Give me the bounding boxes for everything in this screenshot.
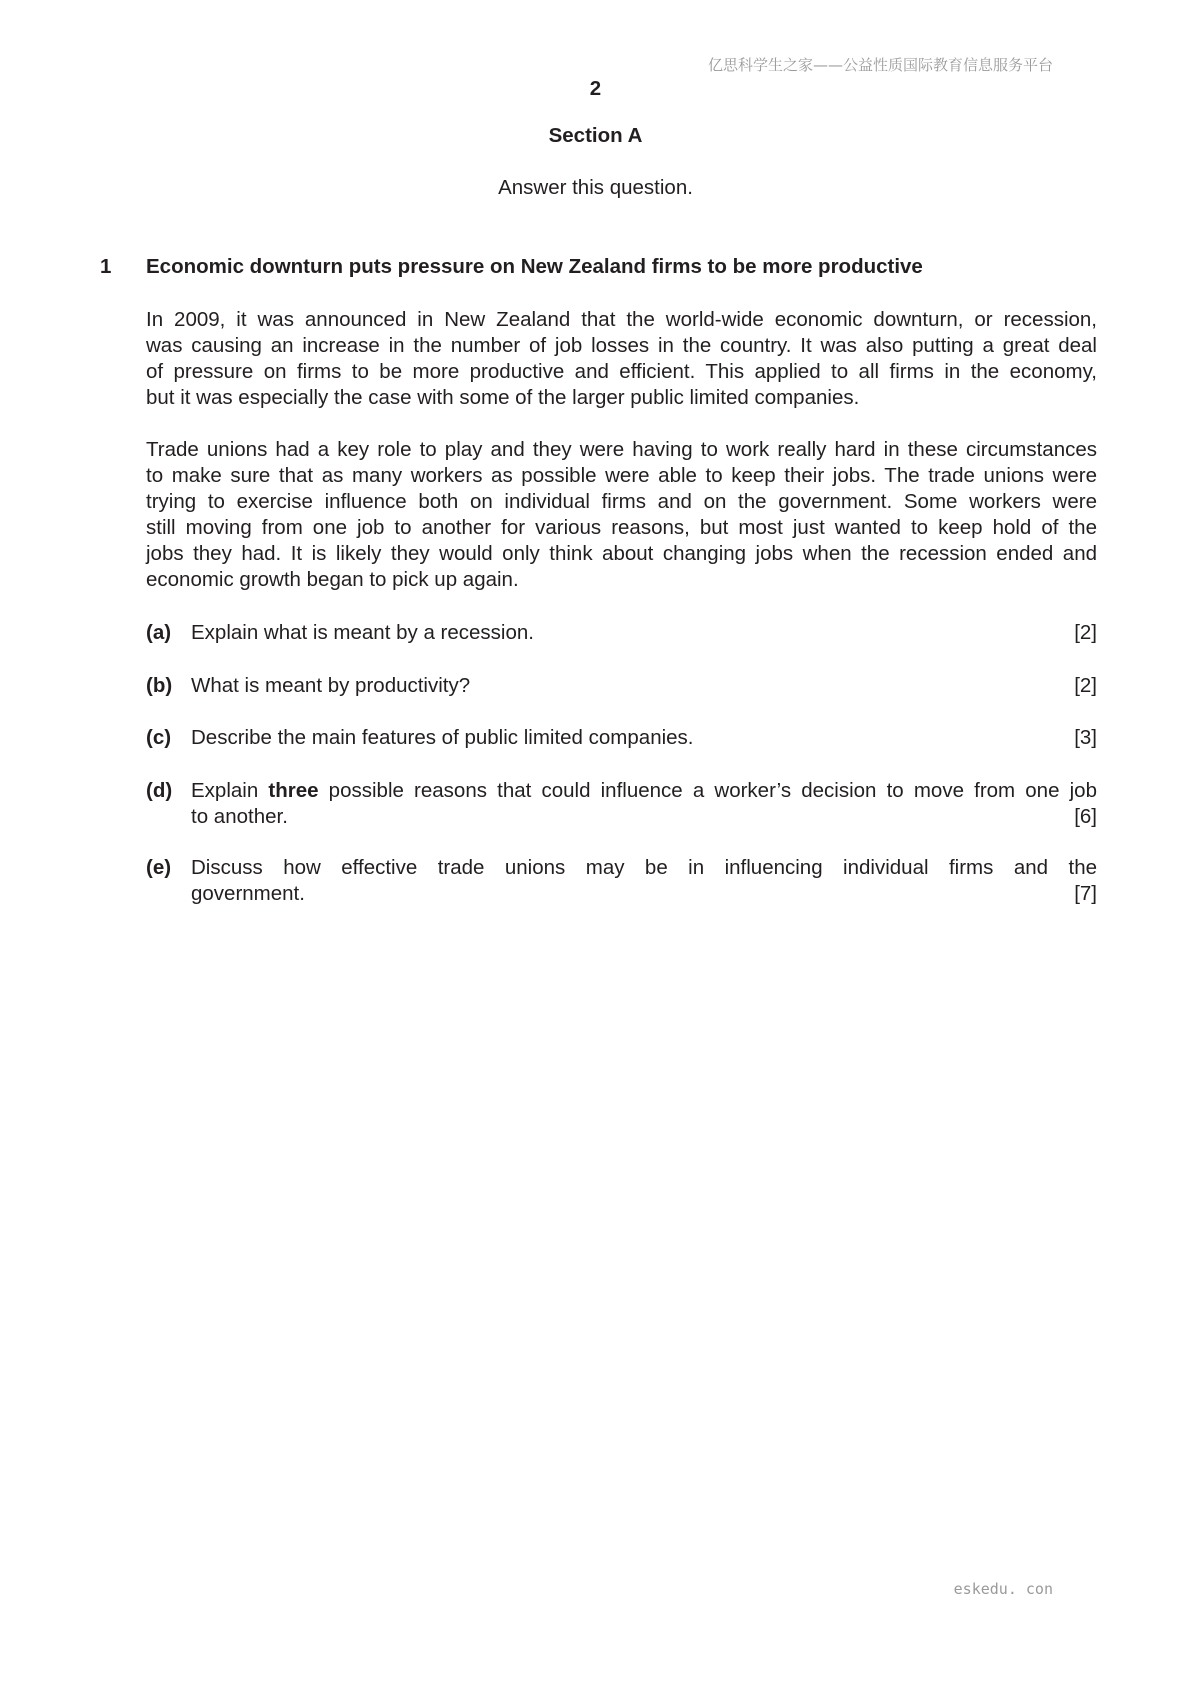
part-text: What is meant by productivity? (191, 674, 471, 697)
part-d (146, 778, 1097, 830)
part-label: (a) (146, 621, 172, 644)
part-text: Describe the main features of public limited companies. (191, 726, 694, 749)
paragraph-line: In 2009, it was announced in New Zealand that the world-wide economic downturn, or recession, (146, 308, 1097, 331)
part-text-line (191, 804, 1097, 830)
paragraph-line: still moving from one job to another for various reasons, but most just wanted to keep hold of the (146, 516, 1097, 539)
watermark-footer: eskedu. con (953, 1580, 1053, 1598)
part-text-emphasis: three (268, 779, 319, 802)
question-number: 1 (100, 255, 112, 278)
paragraph-line: trying to exercise influence both on individual firms and on the government. Some workers were (146, 490, 1097, 513)
part-text-line: Discuss how effective trade unions may be in influencing individual firms and the (191, 856, 1097, 879)
paragraph-line: but it was especially the case with some of the larger public limited companies. (146, 386, 860, 409)
part-text: government. (191, 882, 305, 905)
paragraph-line: Trade unions had a key role to play and they were having to work really hard in these circumstances (146, 438, 1097, 461)
watermark-header: 亿思科学生之家——公益性质国际教育信息服务平台 (707, 56, 1053, 74)
part-a (146, 620, 1097, 646)
part-label: (c) (146, 726, 172, 749)
paragraph-line: economic growth began to pick up again. (146, 568, 519, 591)
part-b (146, 673, 1097, 699)
section-title: Section A (548, 124, 643, 147)
paragraph-line: jobs they had. It is likely they would only think about changing jobs when the recession ended and (146, 542, 1097, 565)
section-instruction: Answer this question. (498, 176, 693, 199)
part-text: Explain what is meant by a recession. (191, 621, 534, 644)
paragraph-2 (146, 437, 1097, 593)
part-text-line (191, 778, 1097, 804)
part-text-before: Explain (191, 779, 269, 802)
part-marks: [7] (1074, 882, 1097, 905)
part-marks: [3] (1074, 726, 1097, 749)
paragraph-line: to make sure that as many workers as possible were able to keep their jobs. The trade unions were (146, 464, 1097, 487)
paragraph-line: of pressure on firms to be more productive and efficient. This applied to all firms in the economy, (146, 360, 1097, 383)
part-body (191, 673, 1097, 699)
part-label: (e) (146, 856, 172, 879)
part-text: to another. (191, 805, 288, 828)
part-text-line (191, 881, 1097, 907)
part-body (191, 725, 1097, 751)
part-body (191, 620, 1097, 646)
paragraph-line: was causing an increase in the number of job losses in the country. It was also putting a great deal (146, 334, 1097, 357)
paragraph-1 (146, 307, 1097, 411)
part-text-after: possible reasons that could influence a worker’s decision to move from one job (318, 779, 1097, 802)
part-c (146, 725, 1097, 751)
part-e (146, 855, 1097, 907)
part-body (191, 778, 1097, 830)
part-label: (d) (146, 779, 173, 802)
part-label: (b) (146, 674, 173, 697)
page-number: 2 (589, 77, 602, 100)
part-body (191, 855, 1097, 907)
part-marks: [2] (1074, 621, 1097, 644)
part-marks: [2] (1074, 674, 1097, 697)
question-title: Economic downturn puts pressure on New Zealand firms to be more productive (146, 255, 923, 278)
part-marks: [6] (1074, 805, 1097, 828)
